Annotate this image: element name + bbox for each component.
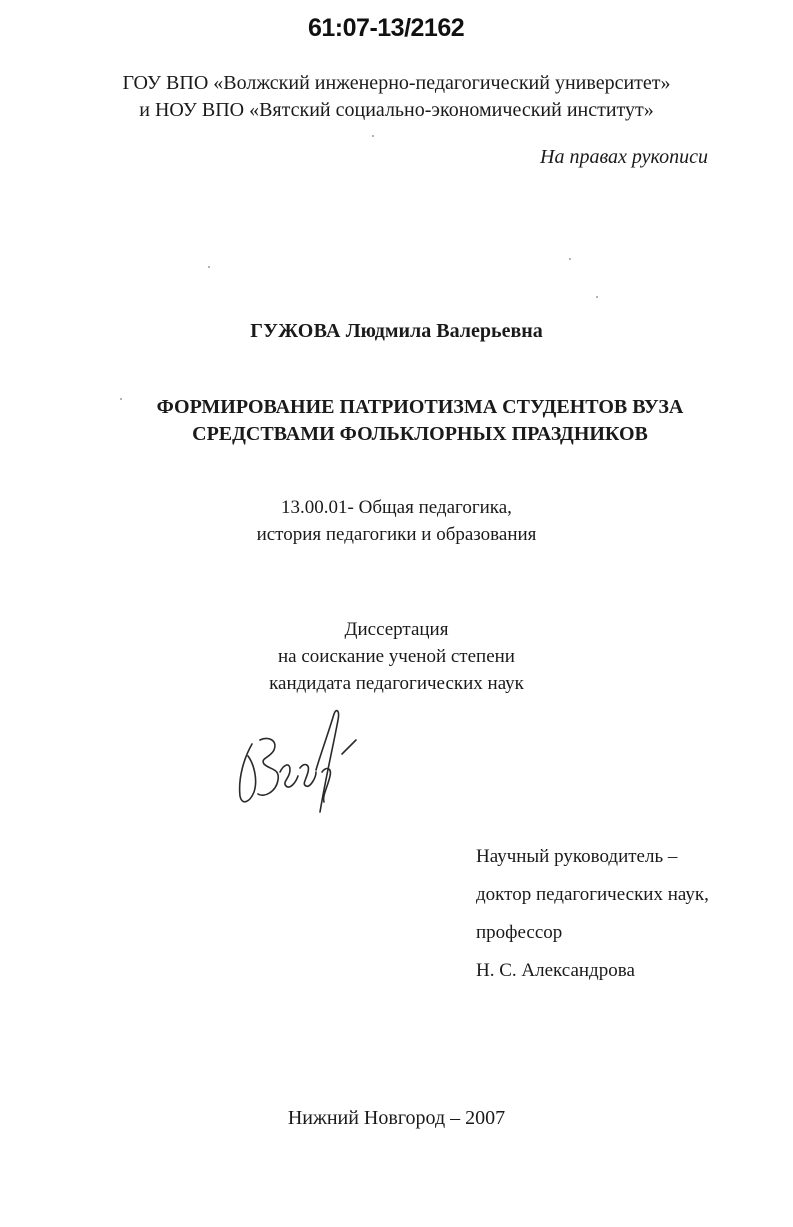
- scan-speck: [596, 296, 598, 298]
- supervisor-line-4: Н. С. Александрова: [476, 960, 635, 981]
- scan-speck: [120, 398, 122, 400]
- degree-line-3: кандидата педагогических наук: [269, 673, 524, 694]
- handwritten-signature: [230, 706, 370, 826]
- specialty-line-2: история педагогики и образования: [256, 524, 537, 545]
- title-line-1: ФОРМИРОВАНИЕ ПАТРИОТИЗМА СТУДЕНТОВ ВУЗА: [156, 396, 684, 418]
- rights-notice: На правах рукописи: [540, 146, 708, 168]
- author-name: [0, 320, 793, 343]
- author-surname: ГУЖОВА: [250, 320, 341, 342]
- institution-block: [0, 70, 793, 124]
- degree-line-1: Диссертация: [344, 619, 449, 640]
- degree-line-2: на соискание ученой степени: [278, 646, 515, 667]
- scan-speck: [569, 258, 571, 260]
- scan-speck: [372, 135, 374, 137]
- catalog-number: 61:07-13/2162: [308, 14, 465, 42]
- supervisor-line-3: профессор: [476, 922, 563, 943]
- supervisor-line-2: доктор педагогических наук,: [476, 884, 709, 905]
- specialty-line-1: 13.00.01- Общая педагогика,: [281, 497, 512, 518]
- institution-line-1: ГОУ ВПО «Волжский инженерно-педагогический университет»: [122, 72, 671, 94]
- author-given-names: Людмила Валерьевна: [345, 320, 543, 342]
- dissertation-title: [120, 394, 720, 448]
- title-line-2: СРЕДСТВАМИ ФОЛЬКЛОРНЫХ ПРАЗДНИКОВ: [192, 423, 648, 445]
- degree-block: [0, 616, 793, 697]
- specialty-block: [0, 494, 793, 548]
- supervisor-line-1: Научный руководитель –: [476, 846, 678, 867]
- city-year: Нижний Новгород – 2007: [287, 1107, 506, 1129]
- scan-speck: [208, 266, 210, 268]
- supervisor-block: [476, 838, 709, 990]
- institution-line-2: и НОУ ВПО «Вятский социально-экономический институт»: [139, 99, 654, 121]
